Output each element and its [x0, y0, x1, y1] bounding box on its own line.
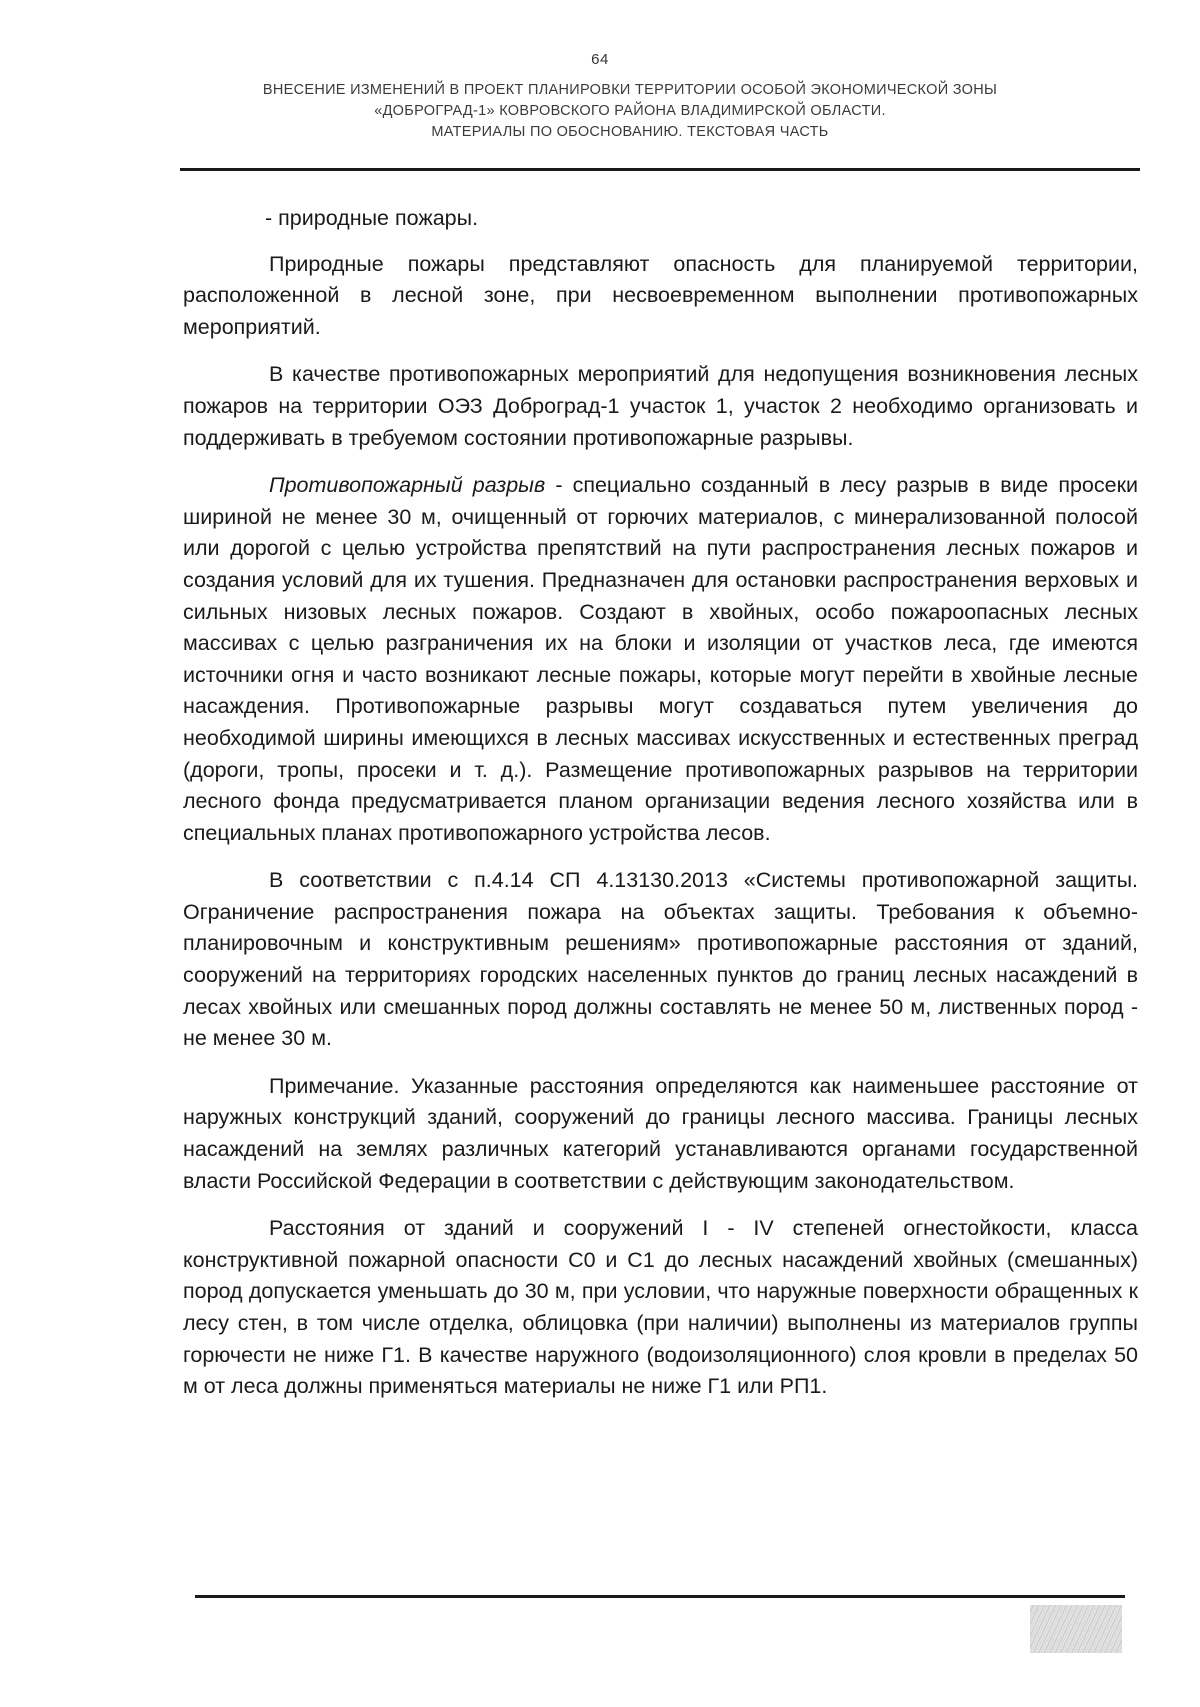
- scan-stamp-mark: [1030, 1605, 1122, 1653]
- header-title-line-2: «ДОБРОГРАД-1» КОВРОВСКОГО РАЙОНА ВЛАДИМИРСКОЙ ОБЛАСТИ.: [374, 103, 886, 119]
- firebreak-definition-text: - специально созданный в лесу разрыв в виде просеки шириной не менее 30 м, очищенный от горючих материалов, с минерализованной полосой или дорогой с целью устройства препятствий на пути распространения лесных пожаров и создания условий для их тушения. Предназначен для остановки распространения верховых и сильных низовых лесных пожаров. Создают в хвойных, особо пожароопасных лесных массивах с целью разграничения их на блоки и изоляции от участков леса, где имеются источники огня и часто возникают лесные пожары, которые могут перейти в хвойные лесные насаждения. Противопожарные разрывы могут создаваться путем увеличения до необходимой ширины имеющихся в лесных массивах искусственных и естественных преград (дороги, тропы, просеки и т. д.). Размещение противопожарных разрывов на территории лесного фонда предусматривается планом организации ведения лесного хозяйства или в специальных планах противопожарного устройства лесов.: [183, 473, 1139, 845]
- paragraph-fire-measures: В качестве противопожарных мероприятий для недопущения возникновения лесных пожаров на территории ОЭЗ Доброград-1 участок 1, участок 2 необходимо организовать и поддерживать в требуемом состоянии противопожарные разрывы.: [183, 362, 1138, 450]
- paragraph-reduced-distances: Расстояния от зданий и сооружений I - IV степеней огнестойкости, класса конструктивной пожарной опасности С0 и С1 до лесных насаждений хвойных (смешанных) пород допускается уменьшать до 30 м, при условии, что наружные поверхности обращенных к лесу стен, в том числе отделка, облицовка (при наличии) выполнены из материалов группы горючести не ниже Г1. В качестве наружного (водоизоляционного) слоя кровли в пределах 50 м от леса должны применяться материалы не ниже Г1 или РП1.: [183, 1216, 1138, 1399]
- paragraph-fire-distances: В соответствии с п.4.14 СП 4.13130.2013 «Системы противопожарной защиты. Ограничение распространения пожара на объектах защиты. Требования к объемно-планировочным и конструктивным решениям» противопожарные расстояния от зданий, сооружений на территориях городских населенных пунктов до границ лесных насаждений в лесах хвойных или смешанных пород должны составлять не менее 50 м, лиственных пород - не менее 30 м.: [183, 868, 1138, 1051]
- paragraph-natural-fires: Природные пожары представляют опасность для планируемой территории, расположенной в лесной зоне, при несвоевременном выполнении противопожарных мероприятий.: [183, 251, 1138, 339]
- footer-divider: [195, 1595, 1125, 1598]
- paragraph-note: Примечание. Указанные расстояния определяются как наименьшее расстояние от наружных конструкций зданий, сооружений до границы лесного массива. Границы лесных насаждений на землях различных категорий устанавливаются органами государственной власти Российской Федерации в соответствии с действующим законодательством.: [183, 1073, 1138, 1193]
- header-divider: [180, 168, 1140, 171]
- document-header: [160, 80, 1100, 143]
- header-title-line-1: ВНЕСЕНИЕ ИЗМЕНЕНИЙ В ПРОЕКТ ПЛАНИРОВКИ ТЕРРИТОРИИ ОСОБОЙ ЭКОНОМИЧЕСКОЙ ЗОНЫ: [262, 82, 998, 98]
- paragraph-firebreak-definition: [183, 470, 1138, 849]
- paragraph-list-item: - природные пожары.: [265, 206, 479, 230]
- document-body: [183, 203, 1138, 1419]
- header-title-line-3: МАТЕРИАЛЫ ПО ОБОСНОВАНИЮ. ТЕКСТОВАЯ ЧАСТЬ: [431, 124, 829, 140]
- page-number: 64: [591, 51, 609, 68]
- firebreak-term: Противопожарный разрыв: [269, 473, 546, 498]
